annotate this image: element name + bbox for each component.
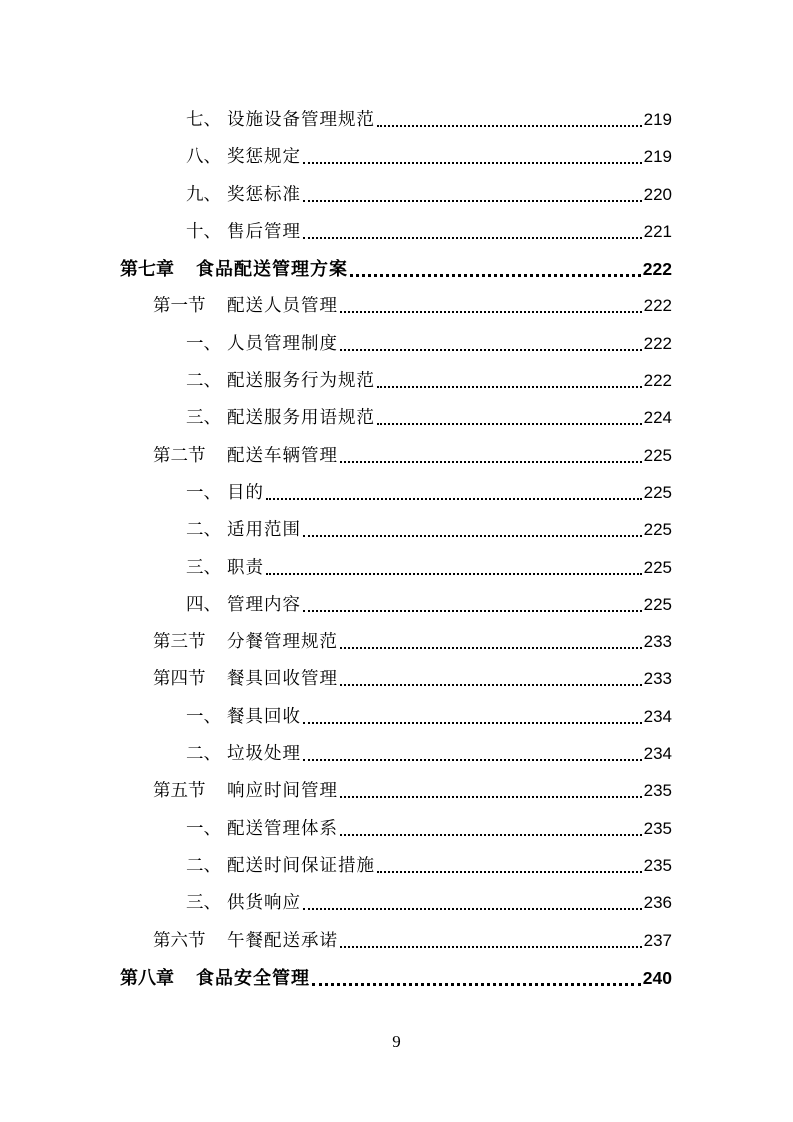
toc-entry-number: 七、 [186, 110, 221, 130]
toc-subsection-entry[interactable] [0, 511, 793, 548]
toc-dot-leader [312, 983, 641, 986]
toc-entry-title: 供货响应 [227, 893, 301, 914]
toc-dot-leader [266, 573, 642, 575]
toc-entry-line [186, 557, 672, 579]
toc-entry-page: 235 [643, 818, 672, 838]
toc-entry-page: 233 [643, 669, 672, 689]
toc-entry-title: 分餐管理规范 [227, 632, 338, 653]
toc-entry-page: 225 [643, 557, 672, 577]
toc-subsection-entry[interactable] [0, 176, 793, 213]
toc-entry-title: 配送时间保证措施 [227, 855, 375, 876]
toc-entry-line [186, 519, 672, 541]
toc-entry-number: 第一节 [153, 296, 206, 317]
toc-entry-title: 职责 [227, 557, 264, 578]
toc-entry-line [153, 780, 672, 802]
toc-entry-number: 第五节 [153, 781, 206, 802]
toc-entry-page: 222 [643, 296, 672, 316]
toc-section-entry[interactable] [0, 772, 793, 809]
toc-dot-leader [340, 461, 642, 463]
toc-dot-leader [340, 349, 642, 351]
toc-dot-leader [377, 871, 642, 873]
toc-subsection-entry[interactable] [0, 362, 793, 399]
toc-dot-leader [340, 796, 642, 798]
toc-subsection-entry[interactable] [0, 138, 793, 175]
toc-dot-leader [340, 946, 642, 948]
toc-entry-title: 人员管理制度 [227, 333, 338, 354]
toc-entry-number: 第八章 [120, 967, 174, 989]
toc-entry-page: 221 [643, 221, 672, 241]
toc-entry-number: 二、 [186, 744, 221, 765]
toc-dot-leader [303, 200, 642, 202]
toc-entry-line [186, 706, 672, 728]
toc-entry-page: 240 [642, 967, 672, 988]
toc-entry-number: 一、 [186, 818, 221, 839]
toc-entry-line [186, 221, 672, 243]
toc-entry-title: 目的 [227, 482, 264, 503]
toc-subsection-entry[interactable] [0, 549, 793, 586]
toc-entry-line [153, 631, 672, 653]
toc-section-entry[interactable] [0, 623, 793, 660]
toc-subsection-entry[interactable] [0, 213, 793, 250]
toc-subsection-entry[interactable] [0, 586, 793, 623]
toc-subsection-entry[interactable] [0, 884, 793, 921]
toc-dot-leader [340, 311, 642, 313]
toc-entry-title: 配送服务行为规范 [227, 371, 375, 392]
toc-entry-number: 第七章 [120, 259, 174, 281]
toc-entry-page: 236 [643, 893, 672, 913]
toc-subsection-entry[interactable] [0, 474, 793, 511]
toc-dot-leader [377, 125, 642, 127]
toc-entry-line [186, 892, 672, 914]
toc-dot-leader [340, 647, 642, 649]
toc-section-entry[interactable] [0, 922, 793, 959]
toc-subsection-entry[interactable] [0, 101, 793, 138]
toc-entry-title: 配送服务用语规范 [227, 408, 375, 429]
toc-entry-title: 适用范围 [227, 520, 301, 541]
toc-entry-line [153, 668, 672, 690]
toc-entry-page: 222 [643, 333, 672, 353]
toc-dot-leader [266, 498, 642, 500]
toc-subsection-entry[interactable] [0, 735, 793, 772]
toc-entry-page: 235 [643, 855, 672, 875]
toc-entry-page: 220 [643, 184, 672, 204]
toc-entry-page: 225 [643, 445, 672, 465]
toc-section-entry[interactable] [0, 437, 793, 474]
page-number: 9 [392, 1032, 401, 1051]
toc-entry-line [153, 930, 672, 952]
toc-entry-title: 响应时间管理 [227, 781, 338, 802]
toc-entry-page: 225 [643, 594, 672, 614]
toc-chapter-entry[interactable] [0, 959, 793, 996]
toc-entry-number: 十、 [186, 221, 221, 242]
toc-entry-line [186, 818, 672, 840]
toc-entry-number: 九、 [186, 184, 221, 205]
table-of-contents [0, 101, 793, 996]
toc-entry-line [186, 407, 672, 429]
toc-entry-number: 四、 [186, 594, 221, 615]
toc-entry-title: 奖惩规定 [227, 147, 301, 168]
toc-entry-number: 二、 [186, 855, 221, 876]
toc-entry-page: 237 [643, 930, 672, 950]
toc-dot-leader [303, 162, 642, 164]
toc-entry-line [186, 743, 672, 765]
toc-entry-title: 设施设备管理规范 [227, 110, 375, 130]
toc-entry-page: 224 [643, 408, 672, 428]
toc-entry-line [120, 967, 672, 990]
toc-dot-leader [303, 237, 642, 239]
toc-dot-leader [350, 274, 641, 277]
toc-entry-line [186, 482, 672, 504]
toc-entry-title: 管理内容 [227, 594, 301, 615]
toc-entry-number: 第二节 [153, 445, 206, 466]
toc-section-entry[interactable] [0, 660, 793, 697]
toc-entry-page: 225 [643, 482, 672, 502]
toc-entry-page: 219 [643, 110, 672, 129]
toc-subsection-entry[interactable] [0, 325, 793, 362]
toc-dot-leader [303, 610, 642, 612]
toc-entry-number: 三、 [186, 557, 221, 578]
toc-entry-number: 三、 [186, 893, 221, 914]
toc-subsection-entry[interactable] [0, 810, 793, 847]
toc-dot-leader [340, 684, 642, 686]
toc-entry-number: 二、 [186, 371, 221, 392]
toc-dot-leader [340, 834, 642, 836]
toc-entry-page: 234 [643, 706, 672, 726]
toc-entry-page: 233 [643, 632, 672, 652]
toc-entry-line [186, 333, 672, 355]
toc-entry-line [186, 594, 672, 616]
toc-entry-title: 食品配送管理方案 [196, 259, 348, 281]
toc-entry-number: 第四节 [153, 669, 206, 690]
toc-entry-number: 三、 [186, 408, 221, 429]
toc-subsection-entry[interactable] [0, 847, 793, 884]
toc-dot-leader [303, 908, 642, 910]
toc-entry-line [153, 295, 672, 317]
toc-chapter-entry[interactable] [0, 250, 793, 287]
toc-entry-title: 餐具回收 [227, 706, 301, 727]
toc-entry-line [186, 370, 672, 392]
toc-entry-line [186, 184, 672, 206]
toc-dot-leader [377, 386, 642, 388]
toc-entry-number: 一、 [186, 706, 221, 727]
toc-entry-line [120, 258, 672, 281]
toc-entry-title: 奖惩标准 [227, 184, 301, 205]
toc-entry-line [186, 146, 672, 168]
toc-entry-number: 一、 [186, 333, 221, 354]
toc-section-entry[interactable] [0, 287, 793, 324]
toc-dot-leader [303, 759, 642, 761]
toc-entry-title: 配送人员管理 [227, 296, 338, 317]
toc-dot-leader [303, 722, 642, 724]
toc-entry-number: 第三节 [153, 632, 206, 653]
toc-entry-title: 售后管理 [227, 221, 301, 242]
toc-entry-page: 235 [643, 781, 672, 801]
toc-dot-leader [377, 423, 642, 425]
toc-entry-page: 225 [643, 520, 672, 540]
toc-entry-title: 配送车辆管理 [227, 445, 338, 466]
toc-entry-title: 餐具回收管理 [227, 669, 338, 690]
toc-entry-page: 222 [642, 259, 672, 280]
toc-entry-number: 一、 [186, 482, 221, 503]
toc-dot-leader [303, 535, 642, 537]
toc-entry-page: 219 [643, 147, 672, 167]
toc-entry-line [153, 445, 672, 467]
toc-entry-title: 垃圾处理 [227, 744, 301, 765]
toc-entry-number: 八、 [186, 147, 221, 168]
toc-entry-number: 第六节 [153, 930, 206, 951]
toc-entry-page: 222 [643, 371, 672, 391]
toc-entry-number: 二、 [186, 520, 221, 541]
toc-subsection-entry[interactable] [0, 698, 793, 735]
toc-entry-title: 配送管理体系 [227, 818, 338, 839]
toc-entry-line [186, 109, 672, 131]
toc-entry-title: 午餐配送承诺 [227, 930, 338, 951]
toc-entry-page: 234 [643, 744, 672, 764]
toc-entry-title: 食品安全管理 [196, 967, 310, 989]
toc-subsection-entry[interactable] [0, 399, 793, 436]
toc-entry-line [186, 855, 672, 877]
